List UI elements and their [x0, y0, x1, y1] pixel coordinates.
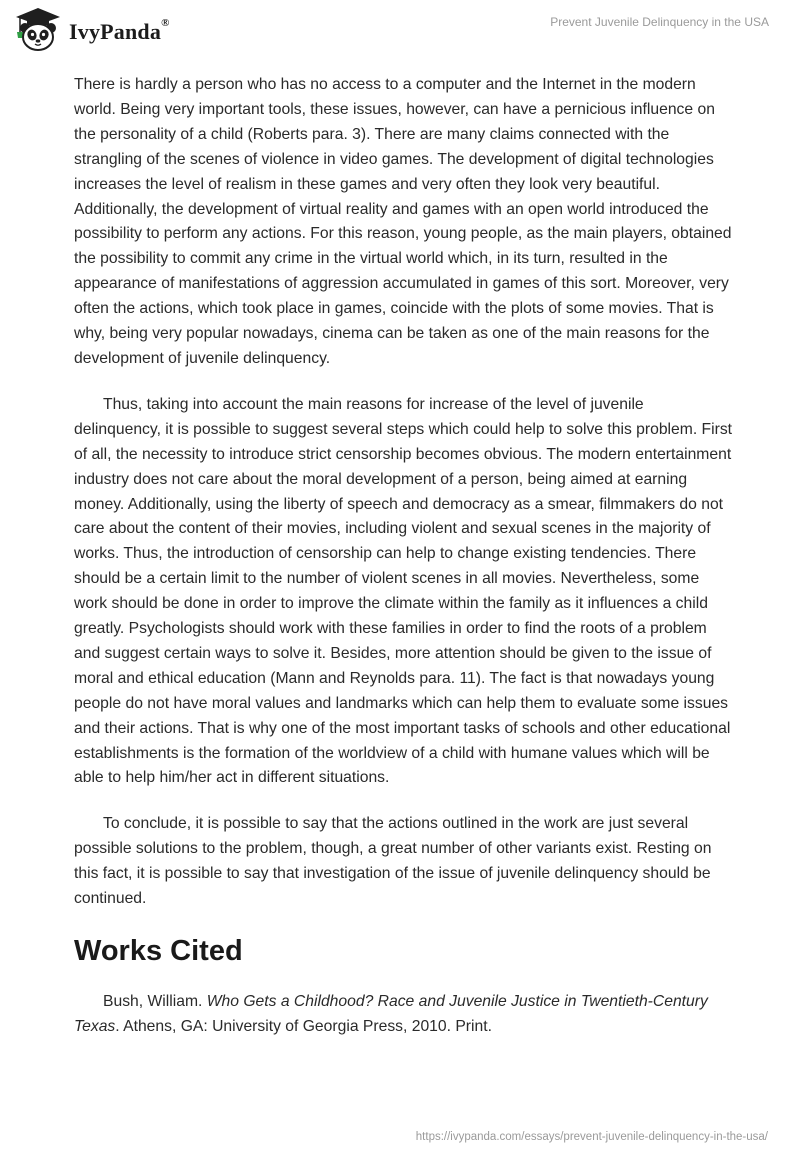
citation-title: Who Gets a Childhood? Race and Juvenile Justice in Twentieth-Century Texas	[74, 993, 708, 1035]
brand-name: IvyPanda®	[69, 17, 170, 44]
body-paragraph: There is hardly a person who has no access to a computer and the Internet in the modern world. Being very important tools, these issues, however, can have a pernicious influence on the personality of a child (Roberts para. 3). There are many claims connected with the strangling of the scenes of violence in video games. The development of digital technologies increases the level of realism in these games and very often they look very beautiful. Additionally, the development of virtual reality and games with an open world introduced the possibility to perform any actions. For this reason, young people, as the main players, obtained the possibility to commit any crime in the virtual world which, in its turn, resulted in the appearance of manifestations of aggression accumulated in games of this sort. Moreover, very often the actions, which took place in games, coincide with the plots of some movies. That is why, being very popular nowadays, cinema can be taken as one of the main reasons for the development of juvenile delinquency.	[74, 76, 732, 367]
document-title: Prevent Juvenile Delinquency in the USA	[550, 15, 769, 29]
body-paragraph: Thus, taking into account the main reasons for increase of the level of juvenile delinquency, it is possible to suggest several steps which could help to solve this problem. First of all, the necessity to introduce strict censorship becomes obvious. The modern entertainment industry does not care about the moral development of a person, being aimed at earning money. Additionally, using the liberty of speech and democracy as a smear, filmmakers do not care about the content of their movies, including violent and sexual scenes in the majority of works. Thus, the introduction of censorship can help to change existing tendencies. There should be a certain limit to the number of violent scenes in all movies. Nevertheless, some work should be done in order to improve the climate within the family as it influences a child greatly. Psychologists should work with these families in order to find the roots of a problem and suggest certain ways to solve it. Besides, more attention should be given to the issue of moral and ethical education (Mann and Reynolds para. 11). The fact is that nowadays young people do not have moral values and landmarks which can help them to evaluate some issues and their actions. That is why one of the most important tasks of schools and other educational establishments is the formation of the worldview of a child with humane values which will be able to help him/her act in different situations.	[74, 395, 733, 787]
essay-content	[74, 73, 734, 1061]
ivypanda-logo[interactable]	[14, 6, 170, 52]
body-paragraph: To conclude, it is possible to say that the actions outlined in the work are just several possible solutions to the problem, though, a great number of other variants exist. Resting on this fact, it is possible to say that investigation of the issue of juvenile delinquency should be continued.	[74, 815, 712, 908]
source-url[interactable]: https://ivypanda.com/essays/prevent-juvenile-delinquency-in-the-usa/	[415, 1131, 768, 1143]
works-cited-heading: Works Cited	[74, 935, 243, 967]
citation-author: Bush, William.	[103, 993, 207, 1010]
page-header	[0, 0, 800, 70]
citation-entry	[74, 990, 734, 1040]
citation-details: . Athens, GA: University of Georgia Press, 2010. Print.	[115, 1017, 492, 1035]
panda-graduate-icon	[14, 6, 62, 52]
